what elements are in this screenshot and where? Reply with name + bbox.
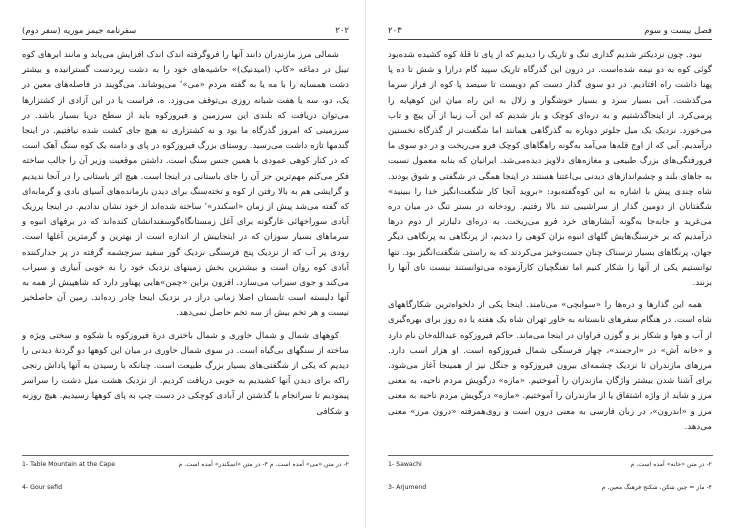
- footnote-latin: 3- Arjumend: [388, 484, 427, 491]
- paragraph: شمالی مرز مازندران دانند آنها را فروگرفته اندک اندک افزایش می‌یابد و مانند ابرهای کوه تیبل در دماغه «کاپ (امیدنیک)» حاشیه‌های خود را به دشت زیردست گسترانیده و بیشتر دشت همسایه را با مه یا به گفته مردم «می»٬ می‌پوشاند. می‌گویند در فاصله‌های معین در یک، دو، سه یا هفت شبانه روزی بی‌توقف می‌وزد. ه، فراست یا در این آزادی از کشتزارها می‌توان دریافت که بلندی این سرزمین و فیروزکوه باید از سطح دریا بسیار باشد. در سرزمینی که امروز گذرگاه ما بود و نه کشتزاری نه هیچ جای کشت شده نیافتیم. در اینجا گندمها تازه داشت می‌رسید. روستای بزرگ فیروزکوه در پای و دامنه یک کوه سنگ آهک است که در کنار کوهی عمودی با همین جنس سنگ است. داشتن موقعیت وزیر آن را جالب ساخته فکر می‌کنم مهم‌ترین جز آن را جای باستانی در اینجا است. هیچ اثر باستانی را در آنجا ندیدیم و گرایشی هم به بالا رفتن از کوه و تخته‌سنگ برای دیدن بازمانده‌های آسیای بادی و گرمابه‌ای که گفته می‌شد پیش از زمان «اسکندر»٬ ساخته شده‌اند از خود نشان ندادیم. در اینجا پرزیک آبادی سوراخهائی غارگونه برای آغل زمستانگاه‌گوسفندانشان کنده‌اند که در برفهای انبوه و سرماهای بسیار سوزان که در اینجاییش از اندازه است از بهترین و گرمترین آغلها است. رودی پر آب که از نزدیک پنج فرسنگی نزدیک گور سفید سرچشمه گرفته در پر جدارکننده آبادی کوه روان است و بیشترین بخش زمینهای نزدیک خود را به خوبی آبیاری و سیراب می‌کند و جوی سیراب می‌سازد. افزون براین «چمن»هایی پهناور دارد که شاهپیش از همه به آنها دلبسته است تابستان اصلا زمانی دراز در نزدیک اینجا چادر زده‌اند. زمین آن حاصلخیز نیست و هر تخم بیش از سه تخم حاصل نمی‌دهد.: [22, 50, 349, 319]
- page-number: ۲۰۲: [335, 26, 349, 36]
- footnote-rule: [388, 455, 713, 456]
- paragraph: نبود. چون نزدیکتر شدیم گذاری تنگ و تاریک را دیدیم که از پای تا قلهٔ کوه کشیده شده‌بود گوئی کوه به دو نیمه شده‌است. در درون این گذرگاه تاریک سپید گام درازا و شش تا ده پا پهنا داشت راه افتادیم. در دو سوی گذار دست کم دویست تا سیصد پا کوه از فراز سرما می‌گذشت. آبی بسیار سرد و بسیار خوشگوار و زلال به این راه میان این کوهپایه را پرمی‌کرد. از اینجاگذشتیم و به دره‌ای کوچک و باز شدیم که این آب زیبا از آن پیچ و تاب می‌خورد. نزدیک یک میل جلوتر دوباره به گذرگاهی همانند اما شگفت‌تر از گذرگاه نخستین درآمدیم. آبی که از اوج قله‌ها می‌آمد به‌گونه راهگاهای کوچک فرو می‌ریخت و در دو سوی ما فرورفتگی‌های بزرگ طبیعی و مغازه‌های دلاویز دیده‌می‌شد. ایرانیان که بنابه معمول نسبت به جاهای بلند و چشم‌اندازهای دیدنی بی‌اعتنا هستند در اینجا همگی در شگفتی و شوق بودند. شاه چندی پیش با اشاره به این کوه‌گفته‌بود: «بروید آنجا کار شگفت‌انگیز خدا را ببینید» شگفتانان از دومین گذار از سراشیبی تند بالا رفتیم. رودخانه در بستر تنگ در میان دره می‌غرید و جابه‌جا به‌گونه آبشارهای خرد فرو می‌ریخت. به دره‌ای دلبازتر از دوم درها درآمدیم که بر خرسنگ‌هایش گلهای انبوه بزان کوهی را دیدیم، از پرنگاهی به پرنگاهی دیگر جهان، پرنگاهای بسیار ترسناک چنان جست‌وخیز می‌کردند که به راستی شگفت‌انگیز بود. تنها توانستیم یکی از آنها را شکار کنیم اما تفنگچیان کارآزموده می‌توانستند بیست تای آنها را بزنند.: [388, 50, 712, 289]
- right-page: [365, 0, 730, 528]
- footnote-persian: ۲- در متن «خانه» آمده است. م: [630, 461, 712, 468]
- page-header: [22, 26, 349, 40]
- footnote-persian: ۲- در متن «می» آمده است. م ۳- در متن «اسکندر» آمده است. م: [178, 461, 349, 468]
- footnotes: [388, 460, 712, 506]
- paragraph: همه این گذارها و دره‌ها را «سوابچی» می‌نامند. اینجا یکی از دلخواه‌ترین شکارگاههای شاه است. در هنگام سفرهای تابستانه به خاور تهران شاه یک هفته یا ده روز برای بهره‌گیری از آب و هوا و شکار بز و گوزن فراوان در اینجا می‌ماند. حاکم فیروزکوه عبدالله‌خان نام دارد و «خانه آش» در «ارجمند»، چهار فرسنگی شمال فیروزکوه است. او هزار اسب دارد. مرزهای مازندران تا نزدیک چشمه‌ای بیرون فیروزکوه و جنگل نیز از همینجا آغاز می‌شود. برای آشنا شدن بیشتر واژگان مازندران را آموختیم. «مازه» درگویش مردم ناحیه، به معنی مرز و شاید از واژه اشتقاق یا از مازندران را آموختیم. «مازه» درگویش مردم ناحیه به معنی مرز و «اندرون»، در زبان فارسی به معنی درون است و روی‌همرفته «درون مرز» معنی می‌دهد.: [388, 300, 712, 432]
- page-body: [22, 48, 349, 420]
- footnote-latin: 4- Gour sefid: [22, 484, 63, 491]
- footnote-row: [388, 460, 712, 469]
- footnote-row: [22, 483, 349, 492]
- footnotes: [22, 460, 349, 506]
- footnote-persian: ۴- ماز = چین شکن، شکنج فرهنگ معین. م: [601, 484, 712, 491]
- footnote-rule: [22, 455, 349, 456]
- page-header: [388, 26, 712, 40]
- page-body: [388, 48, 712, 435]
- running-title: فصل بیست و سوم: [644, 26, 712, 36]
- running-title: سفرنامه جیمز موریه (سفر دوم): [22, 26, 137, 36]
- footnote-row: [388, 483, 712, 492]
- page-number: ۲۰۳: [388, 26, 402, 36]
- footnote-latin: 1- Table Mountain at the Cape: [22, 461, 116, 468]
- paragraph: کوههای شمال و شمال خاوری و شمال باختری درهٔ فیروزکوه با شکوه و سختی ویژه و ساخته از سنگهای بی‌گیاه است. در سوی شمال خاوری در میان این کوهها دو گردنهٔ دیدنی را دیدیم که یکی از شگفتی‌های بسیار بزرگ طبیعت است. چنانکه با رسیدن به آنها پاداش رنجی راکه برای دیدن آنها کشیدیم به خوبی دریافت کردیم. از نزدیک هشت میل دشت را سراسر پیمودیم تا سرانجام با گذشتن از آبادی کوچکی در دست چپ به پای کوهها رسیدیم. هیچ روزنه و شکافی: [22, 330, 349, 417]
- footnote-row: [22, 460, 349, 469]
- footnote-latin: 1- Sawachi: [388, 461, 422, 468]
